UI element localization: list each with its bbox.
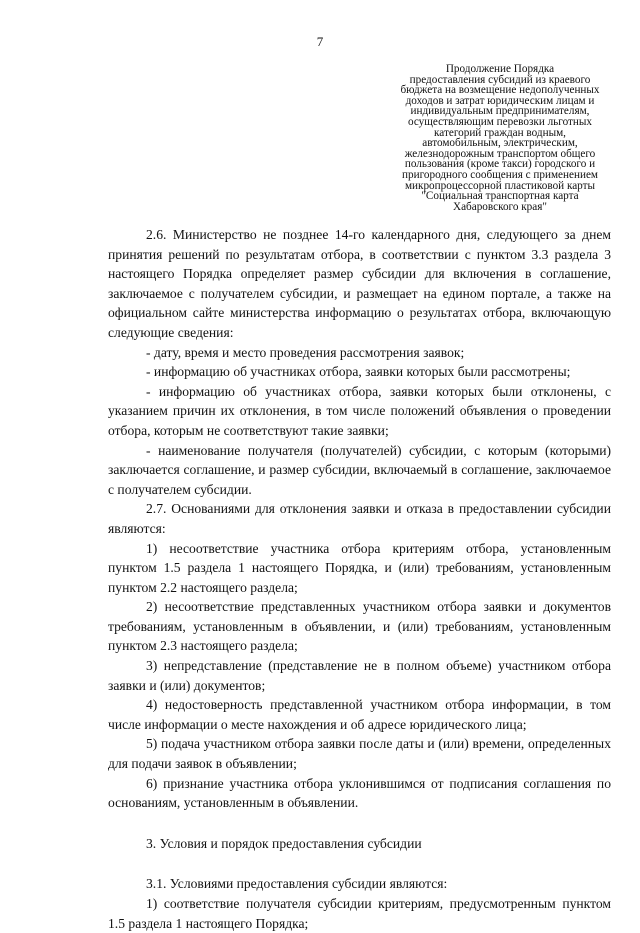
header-line: Продолжение Порядка [445,63,555,75]
page-number: 7 [316,34,324,49]
list-item: 4) недостоверность представленной участником отбора информации, в том числе информации о месте нахождения и об адресе юридического лица; [108,697,611,732]
header-line: Хабаровского края" [453,200,547,213]
document-body [108,225,611,933]
list-item: 2) несоответствие представленных участником отбора заявки и документов требованиям, установленным в объявлении, и (или) требованиям, установленным пунктом 2.3 настоящего раздела; [108,599,611,654]
header-line: автомобильным, электрическим, [422,137,578,150]
header-line: категорий граждан водным, [434,126,566,139]
list-item: - наименование получателя (получателей) субсидии, с которым (которыми) заключается соглашение, и размер субсидии, включаемый в соглашение, заключаемое с получателем субсидии. [108,442,611,497]
header-line: доходов и затрат юридическим лицам и [405,94,595,107]
paragraph-3-1: 3.1. Условиями предоставления субсидии являются: [146,876,448,892]
list-item: 3) непредставление (представление не в полном объеме) участником отбора заявки и (или) документов; [108,658,611,693]
paragraph-2-7: 2.7. Основаниями для отклонения заявки и отказа в предоставлении субсидии являются: [108,501,611,536]
section-heading: 3. Условия и порядок предоставления субсидии [146,835,422,851]
list-item: 1) несоответствие участника отбора критериям отбора, установленным пунктом 1.5 раздела 1 настоящего Порядка, и (или) требованиям, установленным пунктом 2.2 настоящего раздела; [108,540,611,595]
list-item: 1) соответствие получателя субсидии критериям, предусмотренным пунктом 1.5 раздела 1 настоящего Порядка; [108,896,611,931]
list-item: - информацию об участниках отбора, заявки которых были отклонены, с указанием причин их отклонения, в том числе положений объявления о проведении отбора, которым не соответствуют такие заявки; [108,383,611,438]
paragraph-2-6: 2.6. Министерство не позднее 14-го календарного дня, следующего за днем принятия решений по результатам отбора, в соответствии с пунктом 3.3 раздела 3 настоящего Порядка определяет размер субсидии для включения в соглашение, заключаемое с получателем субсидии, и размещает на едином портале, а также на официальном сайте министерства информацию о результатах отбора, включающую следующие сведения: [108,227,611,340]
header-line: предоставления субсидий из краевого [409,73,591,86]
header-line: бюджета на возмещение недополученных [400,84,600,97]
header-line: железнодорожным транспортом общего [404,147,596,160]
header-line: осуществляющим перевозки льготных [407,115,593,128]
header-line: индивидуальным предпринимателям, [410,105,590,118]
document-header [370,64,630,212]
header-line: пригородного сообщения с применением [402,168,598,181]
list-item: - информацию об участниках отбора, заявки которых были рассмотрены; [146,364,571,380]
list-item: 5) подача участником отбора заявки после даты и (или) времени, определенных для подачи заявок в объявлении; [108,736,611,772]
list-item: 6) признание участника отбора уклонившимся от подписания соглашения по основаниям, установленным в объявлении. [108,775,611,811]
list-item: - дату, время и место проведения рассмотрения заявок; [146,344,465,360]
header-line: "Социальная транспортная карта [421,190,579,203]
header-line: пользования (кроме такси) городского и [404,158,596,171]
header-line: микропроцессорной пластиковой карты [404,179,596,192]
